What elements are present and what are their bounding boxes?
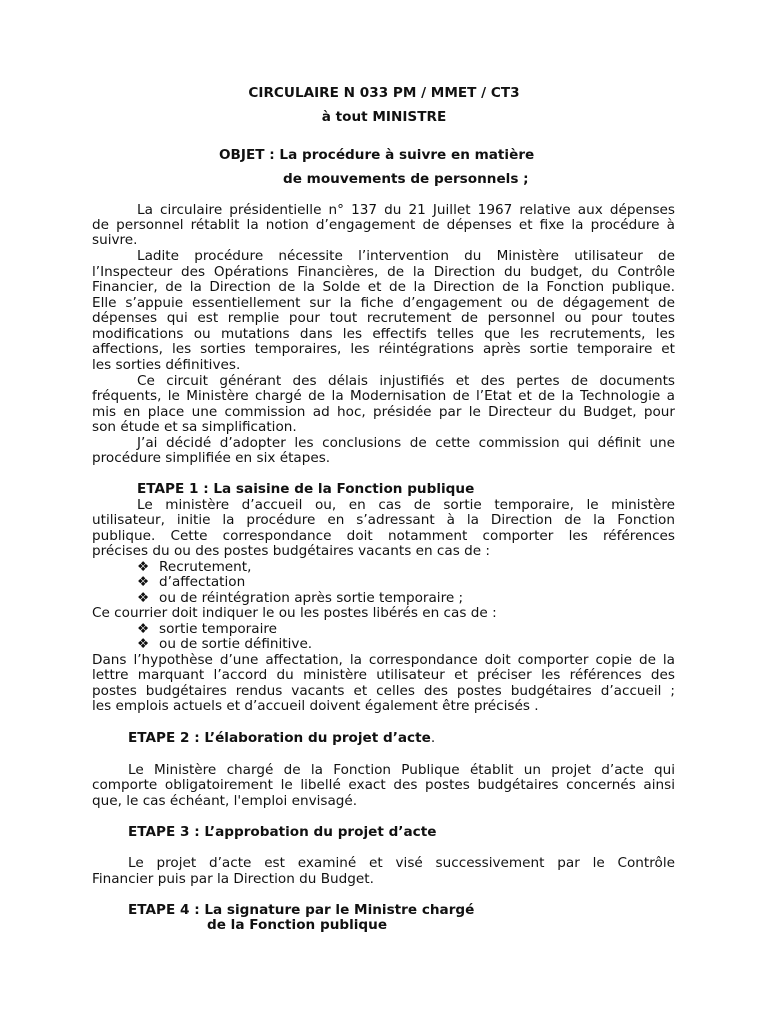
intro-p2-line: modifications ou mutations dans les effectifs telles que les recrutements, les [92,326,675,342]
intro-p1-line: de personnel rétablit la notion d’engagement de dépenses et fixe la procédure à [92,217,675,233]
bullet-text: sortie temporaire [159,621,278,637]
etape-2-heading-tail: . [430,730,436,746]
bullet-text: ou de sortie définitive. [159,636,313,652]
intro-p4-line: J’ai décidé d’adopter les conclusions de cette commission qui définit une [137,435,675,451]
diamond-bullet-icon: ❖ [137,574,150,590]
etape-1-line: précises du ou des postes budgétaires vacants en cas de : [92,543,491,559]
etape-4-heading-line-2: de la Fonction publique [207,917,388,933]
diamond-bullet-icon: ❖ [137,636,150,652]
etape-2-heading-text: ETAPE 2 : L’élaboration du projet d’acte [128,730,431,746]
diamond-bullet-icon: ❖ [137,559,150,575]
intro-p1-line: suivre. [92,232,138,248]
etape-1-line: postes budgétaires rendus vacants et celles des postes budgétaires d’accueil ; [92,683,675,699]
bullet-text: ou de réintégration après sortie temporaire ; [159,590,464,606]
intro-p2-line: dépenses qui est remplie pour tout recrutement de personnel ou pour toutes [92,310,675,326]
diamond-bullet-icon: ❖ [137,590,150,606]
etape-1-line: utilisateur, initie la procédure en s’adressant à la Direction de la Fonction [92,512,675,528]
intro-p2-line: affections, les sorties temporaires, les réintégrations après sortie temporaire et [92,341,675,357]
etape-2-line: Le Ministère chargé de la Fonction Publique établit un projet d’acte qui [128,762,675,778]
etape-1-line: Le ministère d’accueil ou, en cas de sortie temporaire, le ministère [137,497,675,513]
circular-title: CIRCULAIRE N 033 PM / MMET / CT3 [248,85,520,101]
etape-1-line: lettre marquant l’accord du ministère utilisateur et préciser les références des [92,667,675,683]
etape-1-line: Dans l’hypothèse d’une affectation, la correspondance doit comporter copie de la [92,652,675,668]
intro-p3-line: mis en place une commission ad hoc, présidée par le Directeur du Budget, pour [92,404,675,420]
intro-p3-line: Ce circuit générant des délais injustifiés et des pertes de documents [137,373,675,389]
bullet-text: Recrutement, [159,559,252,575]
etape-3-line: Financier puis par la Direction du Budget. [92,871,374,887]
intro-p1-line: La circulaire présidentielle n° 137 du 21 Juillet 1967 relative aux dépenses [137,202,675,218]
etape-4-heading: ETAPE 4 : La signature par le Ministre chargé [128,902,475,918]
bullet-text: d’affectation [159,574,246,590]
intro-p2-line: Financier, de la Direction de la Solde et de la Direction de la Fonction publique. [92,279,675,295]
objet-line-2: de mouvements de personnels ; [283,171,529,187]
etape-2-heading [128,731,435,747]
intro-p2-line: Ladite procédure nécessite l’intervention du Ministère utilisateur de [137,248,675,264]
etape-3-heading: ETAPE 3 : L’approbation du projet d’acte [128,824,437,840]
etape-2-line: que, le cas échéant, l'emploi envisagé. [92,793,358,809]
bullet-item [137,575,245,591]
intro-p2-line: Elle s’appuie essentiellement sur la fiche d’engagement ou de dégagement de [92,295,675,311]
etape-1-line: publique. Cette correspondance doit notamment comporter les références [92,528,675,544]
etape-1-line: Ce courrier doit indiquer le ou les postes libérés en cas de : [92,605,497,621]
bullet-item [137,637,312,653]
objet-line-1: OBJET : La procédure à suivre en matière [219,147,535,163]
addressee: à tout MINISTRE [321,109,447,125]
etape-1-line: les emplois actuels et d’accueil doivent également être précisés . [92,698,539,714]
intro-p2-line: l’Inspecteur des Opérations Financières, de la Direction du budget, du Contrôle [92,264,675,280]
etape-3-line: Le projet d’acte est examiné et visé successivement par le Contrôle [128,855,675,871]
intro-p3-line: fréquents, le Ministère chargé de la Modernisation de l’Etat et de la Technologie a [92,388,675,404]
diamond-bullet-icon: ❖ [137,621,150,637]
etape-1-heading: ETAPE 1 : La saisine de la Fonction publique [137,481,475,497]
etape-2-line: comporte obligatoirement le libellé exact des postes budgétaires concernés ainsi [92,777,675,793]
intro-p4-line: procédure simplifiée en six étapes. [92,450,331,466]
intro-p3-line: son étude et sa simplification. [92,419,297,435]
intro-p2-line: les sorties définitives. [92,357,241,373]
